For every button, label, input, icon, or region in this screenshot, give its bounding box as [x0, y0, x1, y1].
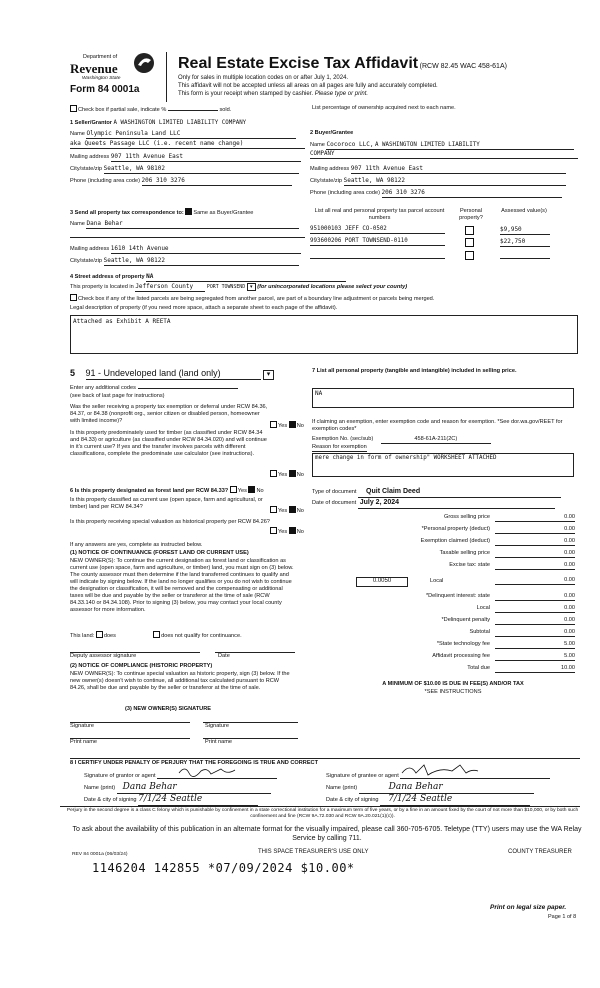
sec7-heading-text: 7 List all personal property (tangible and intangible) included in selling price. — [312, 368, 517, 374]
tax2-line-6-value[interactable]: 10.00 — [495, 665, 575, 673]
sec5-q1-answer — [270, 421, 304, 430]
reason-value: mere change in form of ownership" WORKSHEET ATTACHED — [315, 455, 497, 461]
notice3-title: (3) NEW OWNER(S) SIGNATURE — [125, 706, 211, 712]
codes-note: (see back of last page for instructions) — [70, 393, 165, 399]
buyer-phone-row — [310, 189, 562, 198]
this-land-row — [70, 631, 242, 640]
codes-field[interactable] — [138, 388, 238, 389]
tax2-line-2 — [312, 617, 577, 629]
doc-date-field[interactable]: July 2, 2024 — [358, 499, 555, 509]
assessed-value-field-2[interactable] — [500, 251, 550, 259]
form-citation: (RCW 82.45 WAC 458-61A) — [419, 63, 507, 70]
sec6-q3-answer — [270, 527, 304, 536]
header-note3b: Please type or print. — [314, 91, 369, 97]
seller-aka-field[interactable]: aka Queets Passage LLC (i.e. recent name change) — [70, 140, 305, 149]
perjury-note: Perjury in the second degree is a class C felony which is punishable by confinement in a state correctional institution for a maximum term of five years, or by a fine in an amount fixed by the court of not more than $10,000, or by both such confinement and fine (RCW 9A.72.030 and RCW 9A.20.021(1)(c)). — [66, 808, 579, 820]
parcels-col3: Assessed value(s) — [501, 208, 547, 214]
grantor-name-row — [84, 782, 271, 794]
parcel-number-field-1[interactable] — [310, 238, 445, 246]
buyer-mail-row — [310, 165, 566, 174]
tax-lines-2 — [312, 593, 577, 677]
parcels-col1: List all real and personal property tax parcel account numbers — [314, 208, 445, 221]
sec8-top-rule — [70, 758, 580, 759]
doc-date-row — [312, 499, 555, 509]
page-number: Page 1 of 8 — [548, 914, 577, 920]
doc-type-field[interactable]: Quit Claim Deed — [358, 488, 561, 498]
tax2-line-5-value[interactable]: 5.00 — [495, 653, 575, 661]
parcel-code-0: JEFF CO-0502 — [344, 226, 387, 232]
personal-property-checkbox-0[interactable] — [465, 226, 474, 235]
chevron-down-icon[interactable]: ▾ — [247, 283, 256, 291]
use-code-select[interactable] — [86, 368, 261, 380]
parcel-num-1: 993600206 — [310, 238, 342, 244]
codes-row — [70, 385, 238, 392]
seller-name-field[interactable]: Olympic Peninsula Land LLC — [86, 130, 296, 139]
sec6-q3-no-label: No — [296, 529, 304, 535]
seller-city-label: City/state/zip — [70, 166, 103, 172]
sec7-heading — [312, 368, 577, 375]
alt-format-note: To ask about the availability of this publication in an alternate format for the visually impaired, please call 360-705-6705. Teletype (TTY) users may use the WA Relay Service by calling 711. — [72, 826, 582, 842]
tax2-line-3-value[interactable]: 0.00 — [495, 629, 575, 637]
tax-line-3-value[interactable]: 0.00 — [495, 550, 575, 558]
seller-name-label: Name — [70, 131, 85, 137]
seller-name-row — [70, 130, 305, 139]
tax2-line-3 — [312, 629, 577, 641]
buyer-entity2-field[interactable]: COMPANY — [310, 151, 578, 159]
same-as-buyer-checkbox[interactable] — [185, 208, 192, 215]
sec6-q1-yes-label: Yes — [237, 488, 247, 494]
sec6-q1-row — [70, 486, 264, 495]
sec3-city-label: City/state/zip — [70, 258, 103, 264]
sec5-num: 5 — [70, 368, 76, 378]
tax-line-3-label: Taxable selling price — [439, 550, 490, 556]
buyer-city-row — [310, 177, 566, 186]
sec3-heading-row — [70, 208, 253, 217]
tax-line-4 — [312, 562, 577, 574]
tax2-line-6 — [312, 665, 577, 677]
does-label: does — [103, 633, 116, 639]
header-note3: This form is your receipt when stamped by cashier. — [178, 91, 314, 97]
seller-phone-label: Phone (including area code) — [70, 178, 140, 184]
sec3-mail-label: Mailing address — [70, 246, 110, 252]
seller-mail-label: Mailing address — [70, 154, 110, 160]
local-label: Local — [430, 578, 444, 584]
tax2-line-6-label: Total due — [467, 665, 490, 671]
sec4-heading: 4 Street address of property — [70, 274, 145, 280]
sec3-name-row — [70, 220, 299, 229]
grantor-name-label: Name (print) — [84, 785, 116, 791]
treasurer-only: THIS SPACE TREASURER'S USE ONLY — [258, 849, 369, 855]
buyer-phone-field[interactable]: 206 310 3276 — [382, 189, 562, 198]
sec5-q1-yes-checkbox[interactable] — [270, 421, 277, 428]
deputy-date-label: Date — [218, 653, 230, 659]
sec3-city-field[interactable]: Seattle, WA 98122 — [104, 257, 299, 266]
tax2-line-4 — [312, 641, 577, 653]
form-title-row — [178, 54, 507, 74]
tax2-line-5-label: Affidavit processing fee — [432, 653, 490, 659]
sec6-q1-no-checkbox[interactable] — [248, 486, 255, 493]
seller-city-row — [70, 165, 299, 174]
doc-date-label: Date of document — [312, 500, 357, 506]
use-code-chevron-down-icon[interactable]: ▾ — [263, 370, 274, 380]
sec6-q2-yes-checkbox[interactable] — [270, 506, 277, 513]
rev-number: REV 84 0001a (06/03/24) — [72, 852, 128, 857]
tax-line-2-label: Exemption claimed (deduct) — [420, 538, 490, 544]
sec6-q3-yes-label: Yes — [278, 529, 288, 535]
grantee-name-row — [326, 782, 534, 794]
does-not-label: does not qualify for continuance. — [161, 633, 242, 639]
sec6-q1-no-label: No — [256, 488, 264, 494]
buyer-name-field[interactable] — [326, 141, 574, 150]
assessed-value-field-1[interactable]: $22,750 — [500, 238, 550, 247]
city-code-value: PORT TOWNSEND — [206, 284, 246, 290]
tax-line-0 — [312, 514, 577, 526]
sec6-q2-answer — [270, 506, 304, 515]
sec5-q2-answer — [270, 470, 304, 479]
ownership-note: List percentage of ownership acquired next to each name. — [312, 105, 456, 111]
buyer-name-row — [310, 141, 574, 150]
sec3-mail-field[interactable]: 1610 14th Avenue — [111, 245, 301, 254]
tax-line-1-value[interactable]: 0.00 — [495, 526, 575, 534]
sec8-heading: 8 I CERTIFY UNDER PENALTY OF PERJURY THAT THE FOREGOING IS TRUE AND CORRECT — [70, 760, 319, 766]
sec6-complete: If any answers are yes, complete as instructed below. — [70, 542, 203, 548]
tax2-line-4-value[interactable]: 5.00 — [495, 641, 575, 649]
seller-heading-row — [70, 120, 246, 127]
sec6-q2: Is this property classified as current use (open space, farm and agricultural, or timber) land per RCW 84.34? — [70, 497, 263, 510]
partial-sale-field[interactable] — [168, 110, 218, 111]
grantor-sig-label: Signature of grantor or agent — [84, 773, 156, 779]
grantor-sig-row — [84, 771, 277, 780]
tax2-line-2-value[interactable]: 0.00 — [495, 617, 575, 625]
grantor-signature-scribble — [177, 765, 237, 777]
grantee-sig-row — [326, 771, 550, 780]
use-code-value: 91 - Undeveloped land (land only) — [85, 368, 221, 378]
tax2-line-1-label: Local — [476, 605, 490, 611]
partial-sale-row — [70, 105, 231, 114]
see-instructions: *SEE INSTRUCTIONS — [424, 689, 482, 695]
location-label: This property is located in — [70, 284, 134, 290]
legal-label: Legal description of property (if you need more space, attach a separate sheet to each page of the affidavit). — [70, 305, 338, 311]
partial-sale-label: Check box if partial sale, indicate % — [78, 107, 167, 113]
this-land-label: This land: — [70, 633, 95, 639]
buyer-mail-label: Mailing address — [310, 166, 350, 172]
sec6-q3: Is this property receiving special valuation as historical property per RCW 84.26? — [70, 519, 270, 525]
grantee-date-row — [326, 794, 530, 806]
seller-city-field[interactable]: Seattle, WA 98102 — [104, 165, 299, 174]
sec5-q1: Was the seller receiving a property tax exemption or deferral under RCW 84.36, 84.37, or 84.38 (nonprofit org., senior citizen or disabled person, homeowner with limited income)? — [70, 404, 268, 424]
sec4-location-row — [70, 283, 407, 292]
seller-mail-row — [70, 153, 301, 162]
sec3-city-row — [70, 257, 299, 266]
segregated-row — [70, 294, 434, 303]
buyer-name-label: Name — [310, 142, 325, 148]
sec6-q2-no-label: No — [296, 508, 304, 514]
sec6-q1-yes-checkbox[interactable] — [230, 486, 237, 493]
form-number: Form 84 0001a — [70, 84, 140, 95]
sec6-q3-no-checkbox[interactable] — [289, 527, 296, 534]
buyer-mail-field[interactable]: 907 11th Avenue East — [351, 165, 566, 174]
personal-property-field[interactable]: NA — [312, 388, 574, 408]
sec5-q2-no-label: No — [296, 472, 304, 478]
dept-line3: Washington State — [82, 76, 121, 81]
same-as-buyer-label: Same as Buyer/Grantee — [193, 210, 254, 216]
form-title: Real Estate Excise Tax Affidavit — [178, 55, 419, 72]
tax-line-0-value[interactable]: 0.00 — [495, 514, 575, 522]
local-rate-field[interactable]: 0.0050 — [356, 577, 408, 587]
sec5-q2: Is this property predominately used for timber (as classified under RCW 84.34 and 84.33) or agriculture (as classified under RCW 84.34.020) and will continue in it's current use? If yes and the transfer involves parcels with different classifications, complete the predominate use calculator (see instructions). — [70, 430, 267, 457]
exempt-no-row — [312, 436, 491, 444]
legal-paper-note: Print on legal size paper. — [490, 904, 567, 911]
buyer-heading: 2 Buyer/Grantee — [310, 130, 354, 136]
new-owner-print-label-2: Print name — [205, 739, 233, 745]
notice2-title: (2) NOTICE OF COMPLIANCE (HISTORIC PROPERTY) — [70, 663, 213, 669]
cashier-stamp: 1146204 142855 *07/09/2024 $10.00* — [92, 861, 355, 875]
sec5-q1-no-label: No — [296, 423, 304, 429]
county-treasurer: COUNTY TREASURER — [508, 849, 572, 855]
local-rate-row — [356, 577, 575, 589]
seller-phone-field[interactable]: 206 310 3276 — [142, 177, 292, 186]
parcel-number-field-0[interactable] — [310, 226, 445, 234]
sec5-q2-yes-checkbox[interactable] — [270, 470, 277, 477]
exempt-text: If claiming an exemption, enter exemption code and reason for exemption. *See dor.wa.gov/REET for exemption codes* — [312, 419, 563, 432]
use-code-row — [70, 368, 274, 380]
uninc-note: (for unincorporated locations please select your county) — [257, 284, 408, 290]
does-not-checkbox[interactable] — [153, 631, 160, 638]
sold-label: sold. — [219, 107, 232, 113]
tax2-line-3-label: Subtotal — [469, 629, 490, 635]
buyer-phone-label: Phone (including area code) — [310, 190, 380, 196]
reason-field[interactable] — [312, 453, 574, 477]
dept-line1: Department of — [83, 54, 118, 60]
grantor-date-label: Date & city of signing — [84, 797, 137, 803]
sec6-q1: 6 Is this property designated as forest land per RCW 84.33? — [70, 488, 229, 494]
header-note3-row — [178, 91, 368, 99]
tax-line-3 — [312, 550, 577, 562]
tax-line-1-label: *Personal property (deduct) — [421, 526, 490, 532]
new-owner-print-label-1: Print name — [70, 739, 98, 745]
personal-property-checkbox-1[interactable] — [465, 238, 474, 247]
header-note1: Only for sales in multiple location codes on or after July 1, 2024. — [178, 75, 349, 81]
partial-sale-checkbox[interactable] — [70, 105, 77, 112]
seller-entity: A WASHINGTON LIMITED LIABILITY COMPANY — [113, 120, 247, 126]
seller-heading: 1 Seller/Grantor — [70, 120, 112, 126]
segregated-checkbox[interactable] — [70, 294, 77, 301]
parcel-number-field-2[interactable] — [310, 251, 445, 259]
sec6-q2-yes-label: Yes — [278, 508, 288, 514]
grantee-signature-scribble — [400, 763, 480, 777]
sec4-street-row — [70, 273, 346, 282]
tax2-line-0 — [312, 593, 577, 605]
grantor-date-field[interactable]: 7/1/24 Seattle — [138, 794, 258, 806]
tax-line-0-label: Gross selling price — [443, 514, 490, 520]
sec3-name-field[interactable]: Dana Behar — [86, 220, 299, 229]
notice1-text: NEW OWNER(S): To continue the current designation as forest land or classification as current use (open space, farm and agriculture, or timber) land, you must sign on (3) below. The county assessor must then determine if the land transferred continues to qualify and will indicate by signing below. If the land no longer qualifies or you do not wish to continue the designation or classification, it will be removed and the compensating or additional taxes will be due and payable by the seller or transferor at the time of sale (RCW 84.33.140 or 84.34.108). Prior to signing (3) below, you may contact your local county assessor for more information. — [70, 558, 294, 613]
sec3-mail-row — [70, 245, 301, 254]
minimum-note: A MINIMUM OF $10.00 IS DUE IN FEE(S) AND/OR TAX — [382, 681, 524, 687]
tax2-line-1-value[interactable]: 0.00 — [495, 605, 575, 613]
header-divider — [166, 52, 167, 102]
parcel-code-1: PORT TOWNSEND-0110 — [344, 238, 408, 244]
county-field[interactable]: Jefferson County — [135, 283, 205, 292]
codes-label: Enter any additional codes — [70, 385, 136, 391]
parcel-num-0: 951000103 — [310, 226, 342, 232]
sec6-q2-no-checkbox[interactable] — [289, 506, 296, 513]
seller-phone-row — [70, 177, 292, 186]
notice2-text: NEW OWNER(S): To continue special valuation as historic property, sign (3) below. If the new owner(s) doesn't wish to continue, all additional tax calculated pursuant to RCW 84.26, shall be due and payable by the seller or transferor at the time of sale. — [70, 671, 290, 691]
deputy-label: Deputy assessor signature — [70, 653, 137, 659]
grantee-date-label: Date & city of signing — [326, 797, 379, 803]
sec5-q1-no-checkbox[interactable] — [289, 421, 296, 428]
grantor-name-field[interactable]: Dana Behar — [117, 782, 271, 794]
sec5-q1-yes-label: Yes — [278, 423, 288, 429]
doc-type-label: Type of document — [312, 489, 357, 495]
new-owner-sig-label-1: Signature — [70, 723, 94, 729]
tax2-line-5 — [312, 653, 577, 665]
reason-label: Reason for exemption — [312, 444, 367, 450]
grantor-signature-field[interactable] — [157, 771, 277, 779]
tax-line-2-value[interactable]: 0.00 — [495, 538, 575, 546]
header-note2: This affidavit will not be accepted unless all areas on all pages are fully and accurately completed. — [178, 83, 438, 89]
assessed-value-field-0[interactable]: $9,950 — [500, 226, 550, 235]
segregated-label: Check box if any of the listed parcels are being segregated from another parcel, are part of a boundary line adjustment or parcels being merged. — [78, 296, 435, 302]
grantee-name-field[interactable]: Dana Behar — [359, 782, 534, 794]
buyer-city-label: City/state/zip — [310, 178, 343, 184]
buyer-name-value: Cocoroco LLC, — [326, 141, 374, 148]
local-value[interactable]: 0.00 — [495, 577, 575, 585]
tax-line-4-value[interactable]: 0.00 — [495, 562, 575, 570]
tax2-line-4-label: *State technology fee — [436, 641, 490, 647]
sec3-blank-line — [70, 237, 305, 238]
exempt-no-field[interactable]: 458-61A-211(2C) — [381, 436, 491, 444]
notice1-title: (1) NOTICE OF CONTINUANCE (FOREST LAND OR CURRENT USE) — [70, 550, 249, 556]
buyer-city-field[interactable]: Seattle, WA 98122 — [344, 177, 566, 186]
tax-line-2 — [312, 538, 577, 550]
tax2-line-0-label: *Delinquent interest: state — [425, 593, 490, 599]
sec5-q2-yes-label: Yes — [278, 472, 288, 478]
sec5-q2-no-checkbox[interactable] — [289, 470, 296, 477]
dor-emblem-icon — [132, 51, 156, 75]
tax2-line-1 — [312, 605, 577, 617]
sec6-q3-yes-checkbox[interactable] — [270, 527, 277, 534]
grantee-signature-field[interactable] — [400, 771, 550, 779]
exempt-no-label: Exemption No. (sec/sub) — [312, 436, 374, 442]
new-owner-sig-label-2: Signature — [205, 723, 229, 729]
street-address-field[interactable]: NA — [146, 273, 346, 282]
seller-mail-field[interactable]: 907 11th Avenue East — [111, 153, 301, 162]
does-checkbox[interactable] — [96, 631, 103, 638]
parcels-col2: Personal property? — [459, 208, 483, 221]
legal-description-field[interactable]: Attached as Exhibit A REETA — [70, 315, 578, 354]
grantee-date-field[interactable]: 7/1/24 Seattle — [380, 794, 530, 806]
buyer-entity: A WASHINGTON LIMITED LIABILITY — [375, 142, 480, 148]
sec3-name-label: Name — [70, 221, 85, 227]
grantee-sig-label: Signature of grantee or agent — [326, 773, 399, 779]
sec8-bottom-rule — [60, 806, 580, 807]
tax-line-4-label: Excise tax: state — [449, 562, 490, 568]
grantee-name-label: Name (print) — [326, 785, 358, 791]
sec3-heading: 3 Send all property tax correspondence to: — [70, 210, 184, 216]
tax-lines-1 — [312, 514, 577, 574]
tax-line-1 — [312, 526, 577, 538]
grantor-date-row — [84, 794, 258, 806]
personal-property-checkbox-2[interactable] — [465, 251, 474, 260]
tax2-line-2-label: *Delinquent penalty — [441, 617, 490, 623]
dept-line2: Revenue — [70, 61, 118, 76]
tax2-line-0-value[interactable]: 0.00 — [495, 593, 575, 601]
doc-type-row — [312, 488, 561, 498]
